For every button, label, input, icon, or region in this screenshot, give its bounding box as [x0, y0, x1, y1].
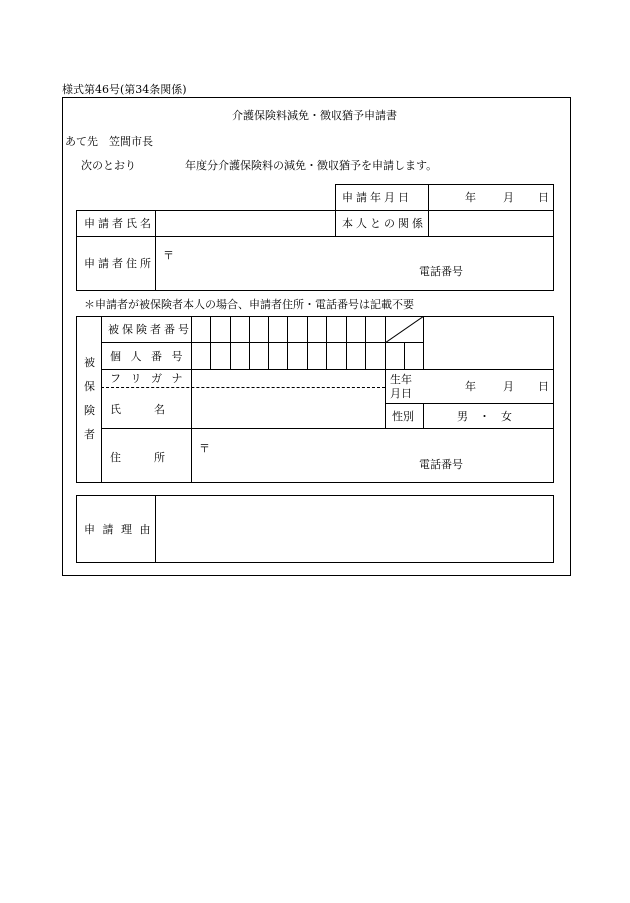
birth-year[interactable]: 年: [465, 380, 476, 393]
insured-address-label: 住 所: [110, 451, 165, 464]
date-year[interactable]: 年: [465, 191, 476, 204]
sex-options[interactable]: 男 ・ 女: [457, 410, 512, 423]
insured-number-label: 被保険者番号: [108, 323, 192, 336]
intro-prefix: 次のとおり: [81, 159, 136, 172]
applicant-address-label: 申請者住所: [84, 257, 154, 270]
insured-phone-label: 電話番号: [419, 458, 463, 471]
birth-day[interactable]: 日: [538, 380, 549, 393]
applicant-name-label: 申請者氏名: [84, 217, 154, 230]
insured-name-label: 氏 名: [110, 403, 165, 416]
furigana-label: フ リ ガ ナ: [110, 372, 186, 385]
form-number: 様式第46号(第34条関係): [62, 83, 187, 96]
applicant-postal-mark: 〒: [163, 249, 174, 262]
insured-side-label-1: 被: [84, 356, 95, 369]
applicant-phone-label: 電話番号: [419, 265, 463, 278]
birth-month[interactable]: 月: [503, 380, 514, 393]
form-title: 介護保険料減免・徴収猶予申請書: [232, 109, 397, 122]
insured-side-label-4: 者: [84, 428, 95, 441]
addressee: あて先 笠間市長: [65, 135, 153, 148]
insured-postal-mark: 〒: [199, 442, 210, 455]
sex-label: 性別: [392, 410, 414, 423]
relationship-label: 本人との関係: [342, 217, 426, 230]
reason-label: 申 請 理 由: [84, 523, 153, 536]
insured-side-label-2: 保: [84, 380, 95, 393]
date-day[interactable]: 日: [538, 191, 549, 204]
note: ＊申請者が被保険者本人の場合、申請者住所・電話番号は記載不要: [84, 298, 414, 311]
blank-cell-diagonal: [385, 316, 424, 343]
insured-side-label-3: 険: [84, 404, 95, 417]
date-month[interactable]: 月: [503, 191, 514, 204]
application-date-label: 申請年月日: [342, 191, 412, 204]
personal-number-label: 個 人 番 号: [110, 350, 186, 363]
intro-suffix: 年度分介護保険料の減免・徴収猶予を申請します。: [185, 159, 438, 172]
birthdate-label-1: 生年: [390, 373, 412, 386]
birthdate-label-2: 月日: [390, 387, 412, 400]
